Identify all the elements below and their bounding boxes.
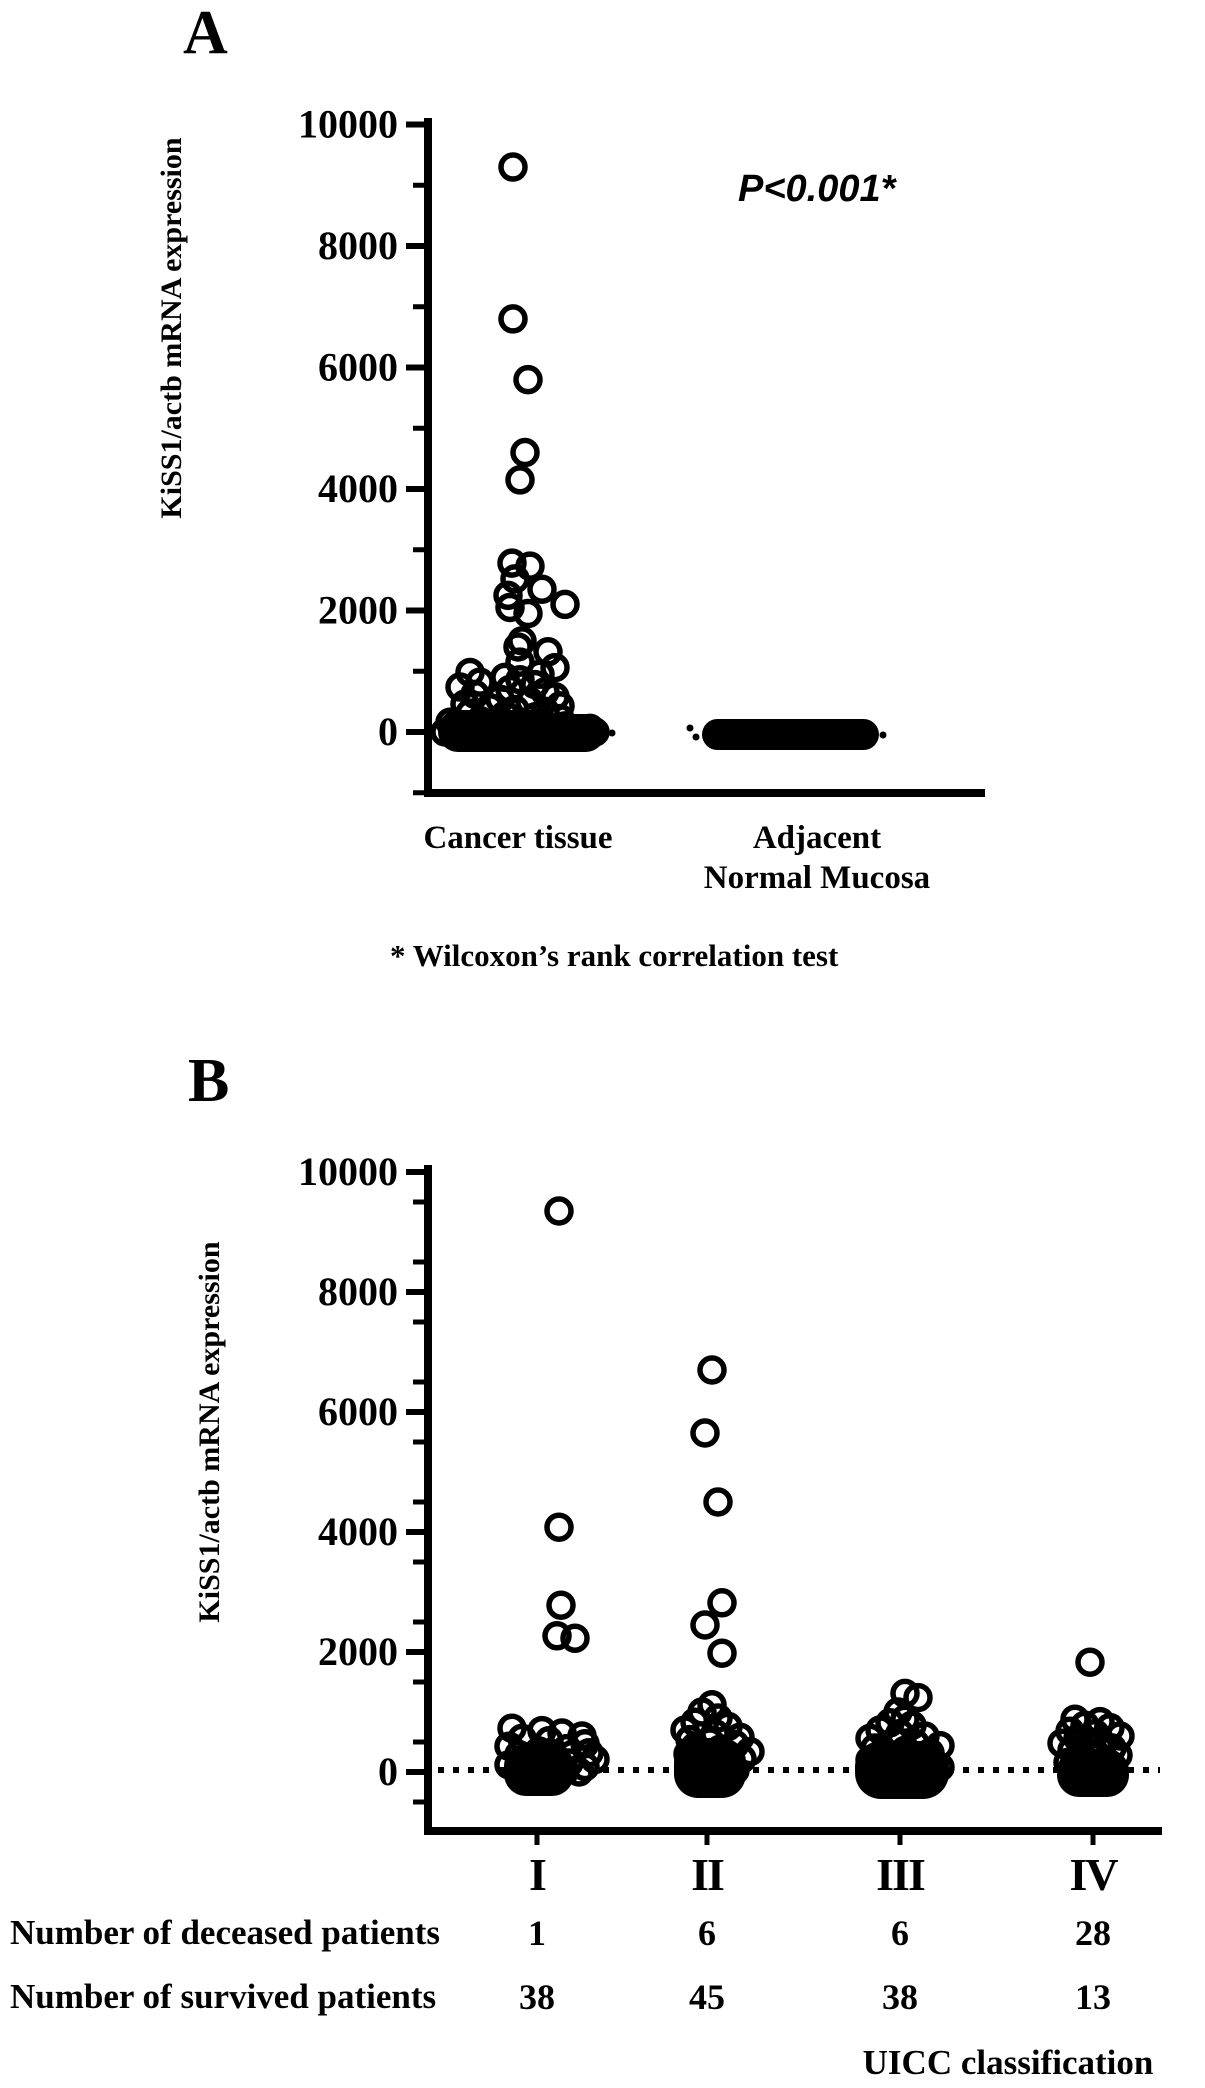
panel-b-tick-label: 2000 xyxy=(318,1629,398,1674)
panel-a-data-point xyxy=(501,307,525,331)
panel-a-zero-dot xyxy=(693,734,700,741)
survived-count-stage-IV: 13 xyxy=(1075,1977,1111,2017)
panel-a-p-value-annotation: P<0.001* xyxy=(738,168,896,210)
panel-b-tick-label: 4000 xyxy=(318,1509,398,1554)
x-label-cancer-tissue: Cancer tissue xyxy=(423,820,613,856)
survived-count-stage-I: 38 xyxy=(519,1977,555,2017)
panel-b-y-axis-label: KiSS1/actb mRNA expression xyxy=(193,1241,226,1623)
x-label-adjacent-normal-mucosa xyxy=(687,818,947,898)
adjacent-label-line: Adjacent xyxy=(752,820,882,856)
uicc-stage-label-I: I xyxy=(529,1849,545,1900)
panel-b-data-point xyxy=(547,1199,571,1223)
panel-a-tick-label: 10000 xyxy=(298,101,398,147)
panel-a-data-point xyxy=(513,441,537,465)
panel-b-data-point xyxy=(1078,1650,1102,1674)
deceased-count-stage-III: 6 xyxy=(891,1913,909,1953)
panel-b-data-point xyxy=(547,1515,571,1539)
survived-patients-row-label: Number of survived patients xyxy=(10,1977,437,2016)
normal-mucosa-label-line: Normal Mucosa xyxy=(703,860,931,896)
panel-a-zero-dot xyxy=(880,732,887,739)
panel-b-data-point xyxy=(693,1421,717,1445)
deceased-count-stage-II: 6 xyxy=(698,1913,716,1953)
panel-a-y-axis-label: KiSS1/actb mRNA expression xyxy=(155,137,188,519)
panel-b-tick-label: 10000 xyxy=(298,1149,398,1194)
panel-a-data-point xyxy=(516,368,540,392)
panel-a-zero-dot xyxy=(687,725,694,732)
deceased-patients-row-label: Number of deceased patients xyxy=(10,1913,441,1952)
panel-b-label: B xyxy=(188,1047,230,1115)
panel-b-data-point xyxy=(700,1358,724,1382)
panel-a-data-point xyxy=(530,577,554,601)
panel-a-data-point xyxy=(508,468,532,492)
panel-b-data-point xyxy=(706,1490,730,1514)
deceased-count-stage-IV: 28 xyxy=(1075,1913,1111,1953)
panel-b-tick-label: 0 xyxy=(378,1749,398,1794)
panel-b-data-point xyxy=(549,1593,573,1617)
panel-a-data-point xyxy=(501,155,525,179)
survived-count-stage-II: 45 xyxy=(689,1977,725,2017)
uicc-stage-label-II: II xyxy=(691,1849,723,1900)
panel-a-tick-label: 2000 xyxy=(318,587,398,633)
panel-a-normal-mucosa-band xyxy=(702,719,879,750)
panel-b-tick-label: 6000 xyxy=(318,1389,398,1434)
wilcoxon-footnote: * Wilcoxon’s rank correlation test xyxy=(390,938,839,973)
panel-a-tick-label: 6000 xyxy=(318,344,398,390)
deceased-count-stage-I: 1 xyxy=(528,1913,546,1953)
panel-b-data-point xyxy=(693,1613,717,1637)
panel-a-tick-label: 8000 xyxy=(318,223,398,268)
panel-a-data-point xyxy=(553,592,577,616)
uicc-classification-axis-title: UICC classification xyxy=(862,2043,1154,2082)
uicc-stage-label-IV: IV xyxy=(1069,1849,1117,1900)
panel-a-tick-label: 4000 xyxy=(318,466,398,511)
panel-b-tick-label: 8000 xyxy=(318,1269,398,1314)
panel-a-label: A xyxy=(183,0,228,67)
panel-b-data-point xyxy=(710,1641,734,1665)
survived-count-stage-III: 38 xyxy=(882,1977,918,2017)
panel-a-tick-label: 0 xyxy=(378,709,398,754)
panel-b-data-point xyxy=(710,1591,734,1615)
uicc-stage-label-III: III xyxy=(876,1849,924,1900)
